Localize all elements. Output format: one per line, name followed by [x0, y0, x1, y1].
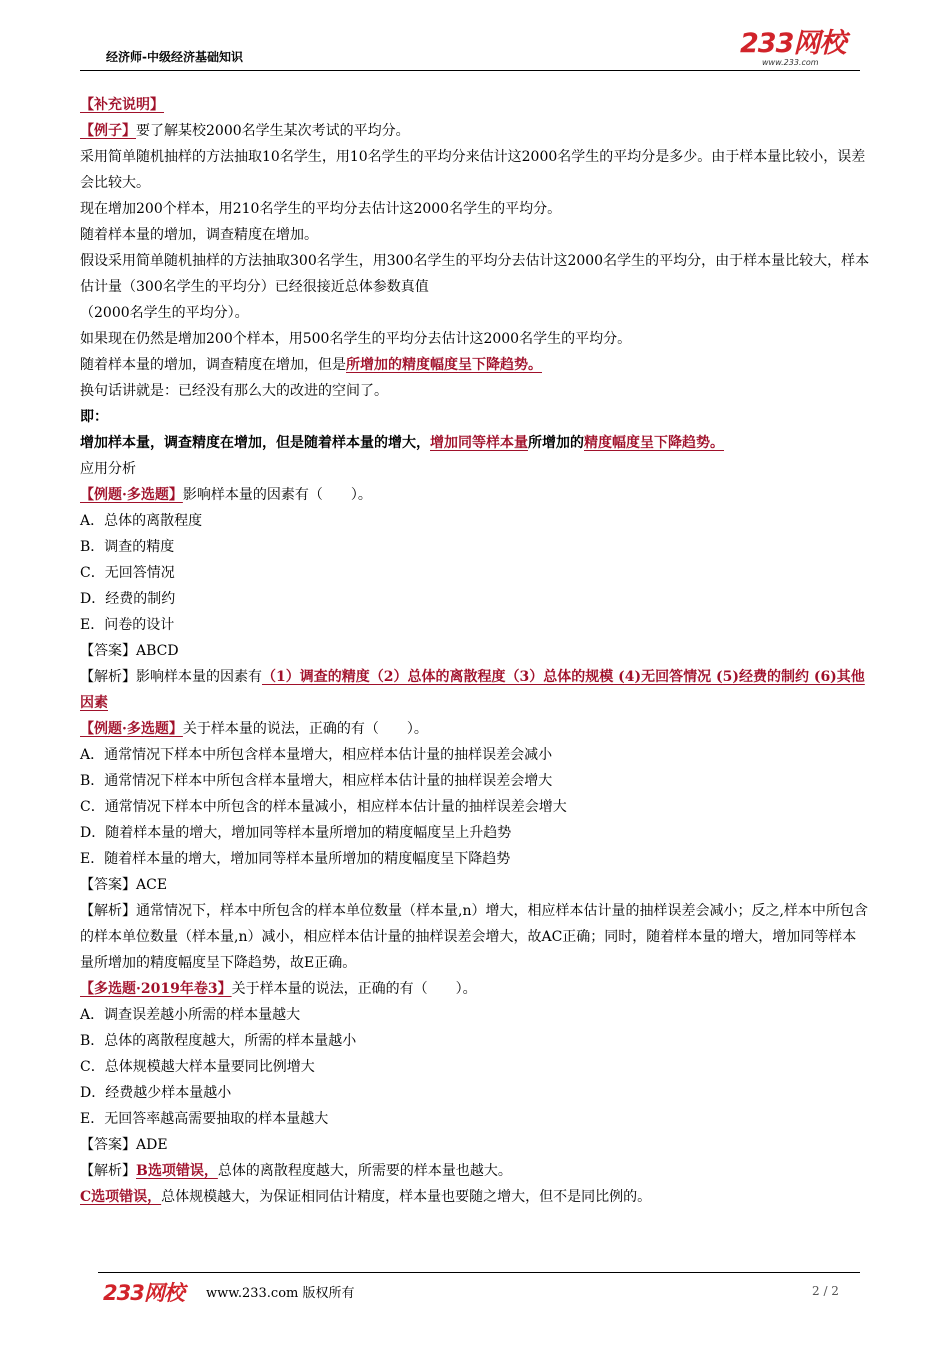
option-item: C．通常情况下样本中所包含的样本量减小，相应样本估计量的抽样误差会增大 [80, 799, 567, 815]
question-tag: 【例题·多选题】 [80, 721, 183, 737]
footer-logo[interactable]: 233网校 [103, 1281, 184, 1305]
highlight-text: 精度幅度呈下降趋势。 [584, 435, 724, 451]
footer-divider [98, 1272, 860, 1273]
brand-logo[interactable] [740, 30, 860, 74]
question-stem: 关于样本量的说法，正确的有（ ）。 [231, 981, 477, 997]
example-text: 要了解某校2000名学生某次考试的平均分。 [136, 123, 410, 139]
paragraph: 换句话讲就是：已经没有那么大的改进的空间了。 [80, 383, 388, 399]
paragraph: （2000名学生的平均分）。 [80, 305, 249, 321]
header-title: 经济师-中级经济基础知识 [106, 50, 243, 64]
analysis: 【解析】通常情况下，样本中所包含的样本单位数量（样本量,n）增大，相应样本估计量的抽样误差会减小；反之,样本中所包含的样本单位数量（样本量,n）减小，相应样本估计量的抽样误差会增大，故AC正确；同时，随着样本量的增大，增加同等样本量所增加的精度幅度呈下降趋势，故E正确。 [80, 903, 868, 971]
paragraph: 如果现在仍然是增加200个样本，用500名学生的平均分去估计这2000名学生的平均分。 [80, 331, 632, 347]
analysis-text: 总体的离散程度越大，所需要的样本量也越大。 [217, 1163, 512, 1179]
option-item: E．问卷的设计 [80, 617, 175, 633]
answer: 【答案】ABCD [80, 643, 179, 659]
highlight-text: 所增加的精度幅度呈下降趋势。 [346, 357, 542, 373]
footer-copyright: www.233.com 版权所有 [206, 1286, 355, 1301]
brand-logo-text: 233网校 [740, 28, 846, 59]
header-divider [80, 70, 860, 71]
option-item: A．调查误差越小所需的样本量越大 [80, 1007, 301, 1023]
option-item: A．通常情况下样本中所包含样本量增大，相应样本估计量的抽样误差会减小 [80, 747, 553, 763]
paragraph: 随着样本量的增加，调查精度在增加。 [80, 227, 318, 243]
question-tag: 【多选题·2019年卷3】 [80, 981, 232, 997]
question-tag: 【例题·多选题】 [80, 487, 183, 503]
answer: 【答案】ADE [80, 1137, 168, 1153]
example-tag: 【例子】 [80, 123, 136, 139]
option-item: D．经费越少样本量越小 [80, 1085, 232, 1101]
paragraph-text: 所增加的 [528, 435, 584, 451]
analysis-highlight: B选项错误， [136, 1163, 218, 1179]
question-stem: 影响样本量的因素有（ ）。 [182, 487, 372, 503]
answer: 【答案】ACE [80, 877, 168, 893]
analysis-label: 【解析】 [80, 1163, 136, 1179]
paragraph: 采用简单随机抽样的方法抽取10名学生，用10名学生的平均分来估计这2000名学生的平均分是多少。由于样本量比较小，误差会比较大。 [80, 149, 866, 191]
section-heading: 应用分析 [80, 461, 136, 477]
option-item: D．经费的制约 [80, 591, 176, 607]
option-item: B．总体的离散程度越大，所需的样本量越小 [80, 1033, 357, 1049]
supplement-tag: 【补充说明】 [80, 97, 164, 113]
paragraph-text: 增加样本量，调查精度在增加，但是随着样本量的增大， [80, 435, 430, 451]
option-item: E．随着样本量的增大，增加同等样本量所增加的精度幅度呈下降趋势 [80, 851, 511, 867]
document-body [80, 92, 870, 1210]
option-item: B．通常情况下样本中所包含样本量增大，相应样本估计量的抽样误差会增大 [80, 773, 553, 789]
paragraph: 现在增加200个样本，用210名学生的平均分去估计这2000名学生的平均分。 [80, 201, 562, 217]
option-item: D．随着样本量的增大，增加同等样本量所增加的精度幅度呈上升趋势 [80, 825, 512, 841]
option-item: B．调查的精度 [80, 539, 175, 555]
paragraph-text: 随着样本量的增加，调查精度在增加，但是 [80, 357, 346, 373]
paragraph: 假设采用简单随机抽样的方法抽取300名学生，用300名学生的平均分去估计这2000名学生的平均分，由于样本量比较大，样本估计量（300名学生的平均分）已经很接近总体参数真值 [80, 253, 870, 295]
option-item: E．无回答率越高需要抽取的样本量越大 [80, 1111, 329, 1127]
option-item: A．总体的离散程度 [80, 513, 203, 529]
analysis-label: 【解析】影响样本量的因素有 [80, 669, 262, 685]
highlight-text: 增加同等样本量 [430, 435, 528, 451]
option-item: C．总体规模越大样本量要同比例增大 [80, 1059, 315, 1075]
paragraph: 即： [80, 409, 108, 425]
analysis-highlight: （1）调查的精度（2）总体的离散程度（3）总体的规模 (4)无回答情况 (5)经费的制约 (6)其他因素 [80, 669, 865, 711]
analysis-text: 总体规模越大，为保证相同估计精度，样本量也要随之增大，但不是同比例的。 [161, 1189, 652, 1205]
brand-logo-url: www.233.com [762, 58, 819, 67]
page-number: 2 / 2 [812, 1284, 839, 1298]
option-item: C．无回答情况 [80, 565, 175, 581]
question-stem: 关于样本量的说法，正确的有（ ）。 [182, 721, 428, 737]
analysis-highlight: C选项错误， [80, 1189, 162, 1205]
